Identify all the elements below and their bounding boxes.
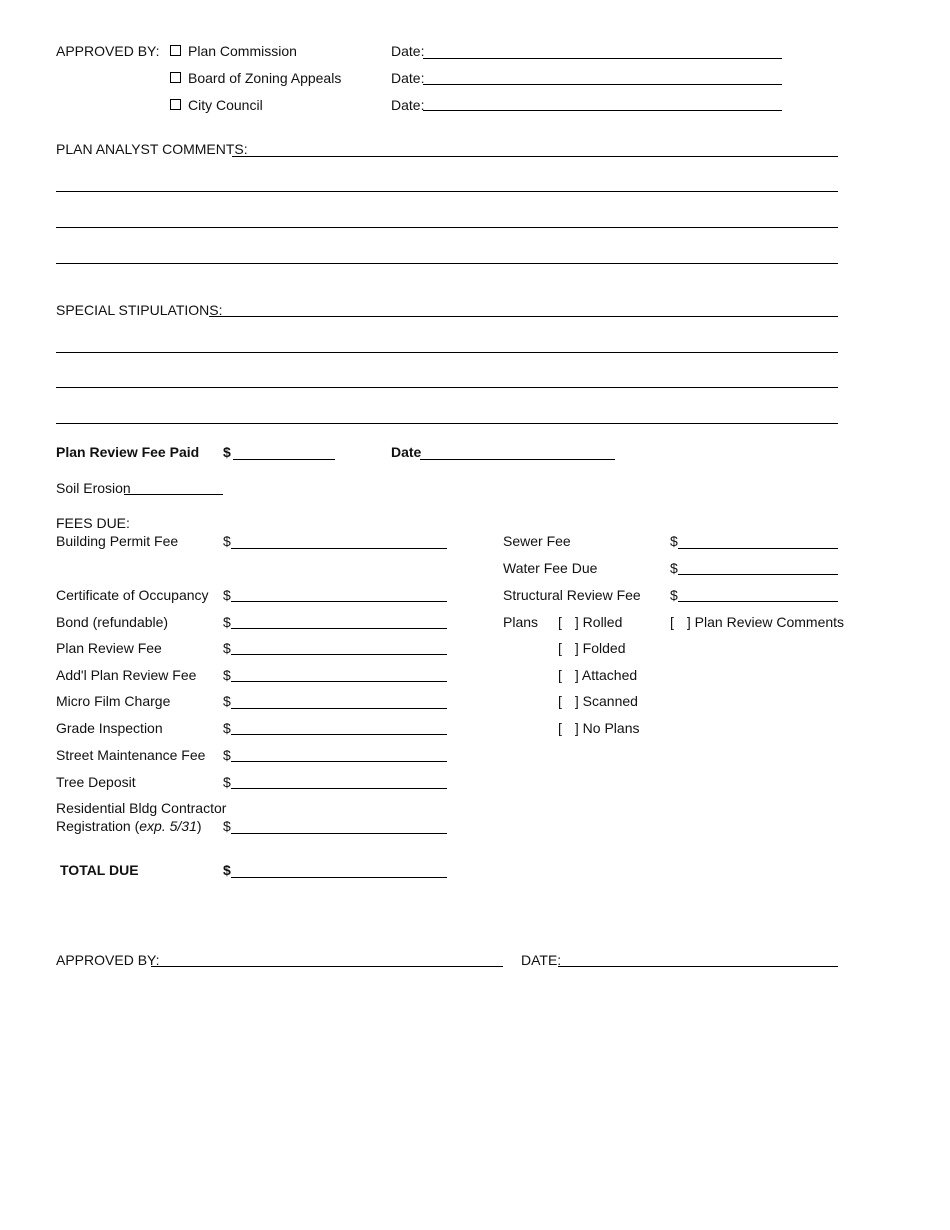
water-fee-due-field[interactable] — [678, 574, 838, 575]
bracket-open: [ — [558, 720, 562, 736]
residential-contractor-currency: $ — [223, 818, 231, 834]
bond-label: Bond (refundable) — [56, 614, 169, 630]
plan-analyst-comments-line-3[interactable] — [56, 227, 838, 228]
sewer-fee-field[interactable] — [678, 548, 838, 549]
water-fee-due-label: Water Fee Due — [503, 560, 598, 576]
plan-review-fee-paid-currency: $ — [223, 444, 231, 460]
total-due-field[interactable] — [231, 877, 447, 878]
structural-review-fee-label: Structural Review Fee — [503, 587, 641, 603]
final-date-label: DATE: — [521, 952, 562, 968]
soil-erosion-label: Soil Erosion — [56, 480, 131, 496]
sewer-fee-currency: $ — [670, 533, 678, 549]
grade-inspection-currency: $ — [223, 720, 231, 736]
structural-review-fee-currency: $ — [670, 587, 678, 603]
residential-expiry: exp. 5/31 — [139, 818, 197, 834]
approved-by-label: APPROVED BY: — [56, 43, 160, 59]
street-maintenance-fee-currency: $ — [223, 747, 231, 763]
special-stipulations-label: SPECIAL STIPULATIONS: — [56, 302, 223, 318]
bond-currency: $ — [223, 614, 231, 630]
tree-deposit-field[interactable] — [231, 788, 447, 789]
bracket-open: [ — [558, 667, 562, 683]
bracket-open: [ — [558, 693, 562, 709]
plan-review-comments-option[interactable] — [670, 614, 844, 630]
bracket-open: [ — [558, 614, 562, 630]
plan-commission-date-label: Date: — [391, 43, 425, 59]
plans-option-no-plans-label: No Plans — [582, 720, 640, 736]
structural-review-fee-field[interactable] — [678, 601, 838, 602]
soil-erosion-field[interactable] — [124, 494, 223, 495]
board-of-zoning-appeals-date-field[interactable] — [423, 84, 782, 85]
addl-plan-review-fee-field[interactable] — [231, 681, 447, 682]
bracket-close: ] — [686, 614, 691, 630]
plan-analyst-comments-line-4[interactable] — [56, 263, 838, 264]
plan-review-fee-currency: $ — [223, 640, 231, 656]
fees-due-heading: FEES DUE: — [56, 515, 130, 531]
addl-plan-review-fee-currency: $ — [223, 667, 231, 683]
plans-option-rolled[interactable] — [558, 614, 622, 630]
total-due-label: TOTAL DUE — [60, 862, 139, 878]
bracket-close: ] — [574, 614, 579, 630]
bracket-close: ] — [574, 720, 579, 736]
plans-option-scanned-label: Scanned — [582, 693, 638, 709]
plans-option-attached[interactable] — [558, 667, 637, 683]
certificate-of-occupancy-field[interactable] — [231, 601, 447, 602]
addl-plan-review-fee-label: Add'l Plan Review Fee — [56, 667, 197, 683]
plan-review-fee-paid-date-label: Date — [391, 444, 422, 460]
special-stipulations-line-3[interactable] — [56, 387, 838, 388]
micro-film-charge-field[interactable] — [231, 708, 447, 709]
city-council-checkbox[interactable] — [170, 99, 181, 110]
plan-review-comments-label: Plan Review Comments — [694, 614, 845, 630]
special-stipulations-line-4[interactable] — [56, 423, 838, 424]
residential-contractor-field[interactable] — [231, 833, 447, 834]
bracket-close: ] — [574, 667, 579, 683]
city-council-label: City Council — [188, 97, 263, 113]
micro-film-charge-label: Micro Film Charge — [56, 693, 171, 709]
city-council-date-field[interactable] — [423, 110, 782, 111]
plan-review-fee-field[interactable] — [231, 654, 447, 655]
bond-field[interactable] — [231, 628, 447, 629]
residential-contractor-label-line2 — [56, 818, 202, 834]
bracket-open: [ — [558, 640, 562, 656]
plans-option-folded[interactable] — [558, 640, 625, 656]
plan-review-fee-label: Plan Review Fee — [56, 640, 162, 656]
grade-inspection-field[interactable] — [231, 734, 447, 735]
plans-option-no-plans[interactable] — [558, 720, 639, 736]
plan-commission-checkbox[interactable] — [170, 45, 181, 56]
special-stipulations-line-1[interactable] — [209, 316, 838, 317]
plan-commission-date-field[interactable] — [423, 58, 782, 59]
certificate-of-occupancy-currency: $ — [223, 587, 231, 603]
board-of-zoning-appeals-date-label: Date: — [391, 70, 425, 86]
residential-suffix: ) — [196, 818, 202, 834]
plans-option-scanned[interactable] — [558, 693, 638, 709]
building-permit-fee-label: Building Permit Fee — [56, 533, 179, 549]
plan-commission-label: Plan Commission — [188, 43, 297, 59]
certificate-of-occupancy-label: Certificate of Occupancy — [56, 587, 209, 603]
plans-label: Plans — [503, 614, 539, 630]
building-permit-fee-currency: $ — [223, 533, 231, 549]
sewer-fee-label: Sewer Fee — [503, 533, 571, 549]
bracket-open: [ — [670, 614, 674, 630]
plans-option-rolled-label: Rolled — [582, 614, 623, 630]
micro-film-charge-currency: $ — [223, 693, 231, 709]
bracket-close: ] — [574, 693, 579, 709]
board-of-zoning-appeals-label: Board of Zoning Appeals — [188, 70, 342, 86]
street-maintenance-fee-label: Street Maintenance Fee — [56, 747, 206, 763]
water-fee-due-currency: $ — [670, 560, 678, 576]
plans-option-attached-label: Attached — [581, 667, 638, 683]
residential-contractor-label-line1: Residential Bldg Contractor — [56, 800, 227, 816]
building-permit-fee-field[interactable] — [231, 548, 447, 549]
special-stipulations-line-2[interactable] — [56, 352, 838, 353]
board-of-zoning-appeals-checkbox[interactable] — [170, 72, 181, 83]
plan-review-fee-paid-date-field[interactable] — [420, 459, 615, 460]
plan-analyst-comments-label: PLAN ANALYST COMMENTS: — [56, 141, 248, 157]
tree-deposit-currency: $ — [223, 774, 231, 790]
tree-deposit-label: Tree Deposit — [56, 774, 136, 790]
final-date-field[interactable] — [558, 966, 838, 967]
plan-analyst-comments-line-2[interactable] — [56, 191, 838, 192]
plan-review-fee-paid-field[interactable] — [233, 459, 335, 460]
plan-review-fee-paid-label: Plan Review Fee Paid — [56, 444, 200, 460]
final-approved-by-field[interactable] — [151, 966, 503, 967]
street-maintenance-fee-field[interactable] — [231, 761, 447, 762]
city-council-date-label: Date: — [391, 97, 425, 113]
plan-analyst-comments-line-1[interactable] — [232, 156, 838, 157]
final-approved-by-label: APPROVED BY: — [56, 952, 160, 968]
plans-option-folded-label: Folded — [582, 640, 626, 656]
total-due-currency: $ — [223, 862, 231, 878]
bracket-close: ] — [574, 640, 579, 656]
grade-inspection-label: Grade Inspection — [56, 720, 163, 736]
residential-prefix: Registration ( — [56, 818, 140, 834]
